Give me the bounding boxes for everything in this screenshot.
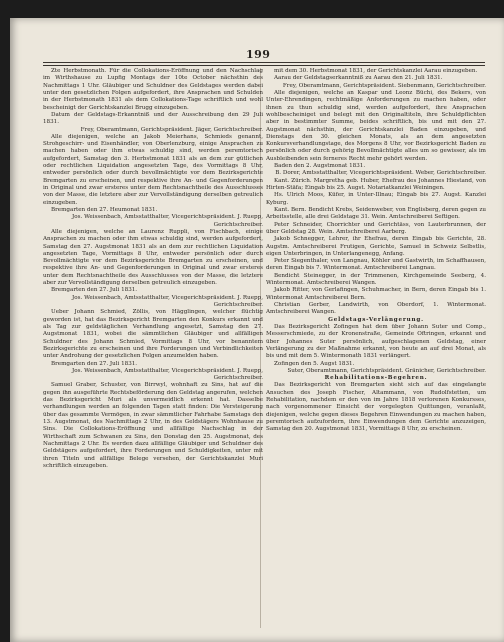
paragraph: Alle diejenigen, welche an Jakob Meierhans, Schmieds genannt, Strohgeschirr- und Eisenhändler, von Oberlenzburg, einige Ansprachen zu machen haben oder ihm etwas schuldig sind, werden peremtorisch aufgefordert, Samstag den 3. Herbstmonat 1831 als an dem zur gütlichen oder rechtlichen Liquidation angesetzten Tage, des Vormittags 8 Uhr, entweder persönlich oder durch bevollmächtigte vor dem Bezirksgerichte Bremgarten zu erscheinen, und respektive ihre An- und Gegenforderungen in Original und zwar ersteres unter dem Rechtsnachtheile des Ausschlusses von der Masse, die letztere aber zur Vervollständigung derselben getreulich einzugeben. <box>43 133 263 206</box>
signature-block: Jos. Weissenbach, Amtsstatthalter, Vicegerichtspräsident. J. Ruepp, Gerichtschreiber. <box>72 214 263 228</box>
signature-block: Frey, Oberamtmann, Gerichtspräsident. Jäger, Gerichtschreiber. <box>80 126 263 133</box>
header-rule <box>43 62 485 63</box>
paragraph: Kant. Bern. Bendicht Krebs, Seidenweber, von Englisberg, deren gegen zu Arbeitsstelle, alle drei Geldstage 31. Wein. Amtschreiberei Seftigen. <box>266 206 486 221</box>
paragraph: Zte Herbstmonath. Für die Collokations-Eröffnung und den Nachschlag im Wirthshause zu Lupfig Montags der 10te October nächsthin des Nachmittags 1 Uhr. Gläubiger und Schuldner des Geldstages werden dabei unter den gesetzlichen Folgen aufgefordert, ihre Ansprachen und Schulden in der Herbstmonath 1831 als dem Collokations-Tage schriftlich und wohl bescheinigt der Gerichtskanzlei Brugg einzugeben. <box>43 68 263 111</box>
page-number: 199 <box>246 48 271 61</box>
paragraph: Bendicht Steinegger, in der Trimmenen, Kirchgemeinde Seeberg, 4. Wintermonat. Amtschreiberei Wangen. <box>266 272 486 287</box>
paragraph: Christian Gerber, Landwirth, von Oberdorf, 1. Wintermonat. Amtschreiberei Wangen. <box>266 302 486 316</box>
paragraph: Alle diejenigen, welche an Laurenz Ruppli, von Fischbach, einige Ansprachen zu machen oder ihm etwas schuldig sind, werden aufgefordert, Samstag den 27. Augstmonat 1831 als an dem zur rechtlichen Liquidation angesetzten Tage, Vormittags 8 Uhr, entweder persönlich oder durch Bevollmächtigte vor dem Bezirksgerichte Bremgarten zu erscheinen, und respektive ihre An- und Gegenforderungen in Original und zwar ersteres unter dem Rechtsnachtheile des Ausschlusses von der Masse, die letztere aber zur Vervollständigung derselben getreulich einzugeben. <box>43 228 263 287</box>
paragraph: Datum der Geldstags-Erkanntniß und der Ausschreibung den 29 Juli 1831. <box>43 111 263 126</box>
signature-block: B. Dorer, Amtsstatthalter, Vicegerichtspräsident. Weber, Gerichtschreiber. <box>275 170 486 177</box>
paragraph: Ueber Johann Schmied, Zöllis, von Hägglingen, welcher flüchtig geworden ist, hat das Bezirksgericht Bremgarten den Konkurs erkannt und als Tag zur geldstäglichen Verhandlung angesetzt, Samstag den 27. Augstmonat 1831, wobei die sämmtlichen Gläubiger und allfälligen Schuldner des Johann Schmied, Vormittags 8 Uhr, vor benanntem Bezirksgerichte zu erscheinen und ihre Forderungen und Verbindlichkeiten unter Androhung der gesetzlichen Folgen anzumelden haben. <box>43 309 263 360</box>
paragraph: Alle diejenigen, welche an Kaspar und Leonz Büchi, des Bekers, von Unter-Ehrendingen, rechtmäßige Anforderungen zu machen haben, oder ihnen zu thun schuldig sind, werden aufgefordert, ihre Ansprachen wohlbescheiniget und belegt mit den Originaltiteln, ihre Schuldpflichten aber in bestimmter Summe, beides schriftlich, bis und mit den 27. Augstmonat nächsthin, der Gerichtskanzlei Baden einzugeben, und Dienstags den 30. gleichen Monats, als an dem angesetzten Konkursverhandlungstage, des Morgens 8 Uhr, vor Bezirksgericht Baden zu persönlich oder durch gehörig Bevollmächtigte alles um so gewisser, als im Ausbleibenden sein ferneres Recht mehr gehört werden. <box>266 89 486 162</box>
right-column <box>266 68 486 638</box>
paragraph: mit dem 30. Herbstmonat 1831, der Gerichtskanzlei Aarau einzugeben. <box>274 68 478 74</box>
signature-block: Suter, Oberamtmann, Gerichtspräsident. Gränicher, Gerichtschreiber. <box>287 367 486 374</box>
document-page <box>10 18 504 642</box>
paragraph: Jakob Schnegger, Lehrer, ihr Ehefrau, deren Eingab bis Gerichte, 28. Augstm. Amtschreiberei Frutigen, Gerichte, Samuel in Schweiz Selbstlis, eigen Unterbringen, in Unterlangenegg, Anfang. <box>266 236 486 257</box>
left-column <box>43 68 263 638</box>
paragraph: Das Bezirksgericht von Bremgarten sieht sich auf das eingelangte Ansuchen des Joseph Fischer, Altammann, von Rudolfstetten, um Rehabilitation, nachdem er den von im Jahre 1818 verlorenen Konkursses, nach vorgenommener Einsicht der vorgelegten Quittungen, veranlaßt, diejenigen, welche gegen dieses Begehren Einwendungen zu machen haben, peremtorisch aufzufordern, ihre Einwendungen dem Gerichte anzuzeigen, Samstag den 20. Augstmonat 1831, Vormittags 8 Uhr, zu erscheinen. <box>266 382 486 433</box>
paragraph: Bremgarten den 27. Juli 1831. <box>51 287 138 294</box>
paragraph: Das Bezirksgericht Zofingen hat dem über Johann Suter und Comp., Messerschmiede, zu der Kronenstraße, Gemeinde Oftringen, erkannt und über Johannes Suter persönlich, aufgeschlagenen Geldstag, einer Verlängerung zu der Maßnahme erkannt, von heute an auf drei Monat, als bis und mit dem 5. Wintermonath 1831 verlängert. <box>266 323 486 360</box>
paragraph: Kant. Zürich. Margretha geb. Huber, Ehefrau des Johannes Hiestand, von Hirten-Stäfa; Eingab bis 25. Augst. Notariatkanzlei Weiningen. <box>266 177 486 191</box>
paragraph: Hs. Ulrich Moos, Küfer, in Unter-Illnau; Eingab bis 27. Augst. Kanzlei Kyburg. <box>266 192 486 206</box>
signature-block: Frey, Oberamtmann, Gerichtspräsident. Siebenmann, Gerichtschreiber. <box>282 82 486 89</box>
section-heading: Rehabilitations-Begehren. <box>324 375 428 382</box>
signature-block: Jos. Weissenbach, Amtsstatthalter, Vicegerichtspräsident. J. Ruepp, Gerichtschreiber. <box>72 294 263 308</box>
paragraph: Bremgarten den 27. Heumonat 1831. <box>51 206 158 213</box>
paragraph: Peter Siegenthaler, von Langnau, Köhler und Gastwirth, im Schaffhausen, deren Eingab bis 7. Wintermonat. Amtschreiberei Langnau. <box>266 258 486 272</box>
paragraph: Zofingen den 5. Augst 1831. <box>274 360 355 367</box>
header-rule-thin <box>43 65 485 66</box>
paragraph: Jakob Ritter, von Gerlafingen, Schuhmacher, in Bern, deren Eingab bis 1. Wintermonat Amtschreiberei Bern. <box>266 287 486 301</box>
paragraph: Aarau der Geldstagserkanntniß zu Aarau den 21. Juli 1831. <box>274 75 443 82</box>
paragraph: Bremgarten den 27. Juli 1831. <box>51 360 138 367</box>
signature-block: Jos. Weissenbach, Amtsstatthalter, Vicegerichtspräsident. J. Ruepp, Gerichtschreiber. <box>72 367 263 382</box>
section-heading: Geldstags-Verlängerung. <box>328 316 424 323</box>
paragraph: Peter Schneider, Chorrichter und Gerichtäss, von Lauterbrunnen, der über Geldstag 28. Wein. Amtschreiberei Aarberg. <box>266 221 486 235</box>
paragraph: Samuel Graber, Schuster, von Birrwyl, wohnhaft zu Sins, hat auf die gegen ihn ausgeführte Rechtsbeförderung den Geldstag angerufen, welchen das Bezirksgericht Muri als unvermeidlich erkennt hat. Dasselbe verhandlungen werden an folgenden Tagen statt finden: Die Versteigerung über das gesammte Vermögen, in zwar sämmtlicher Fahrhabe Samstags den 13. Augstmonat, des Nachmittags 2 Uhr, in des Geldstägers Wohnhause zu Sins. Die Collokations-Eröffnung und allfällige Nachschlag in der Wirthschaft zum Schwanen zu Sins, den Donstag den 25. Augstmonat, des Nachmittags 2 Uhr. Es werden dazu allfällige Gläubiger und Schuldner des Geldstägers aufgefordert, ihre Forderungen und Schuldigkeiten, unter mit ihren Titeln und allfällige Belege versehen, der Gerichtskanzlei Muri schriftlich einzugeben. <box>43 382 263 469</box>
paragraph: Baden den 2. Augstmonat 1831. <box>274 163 366 170</box>
